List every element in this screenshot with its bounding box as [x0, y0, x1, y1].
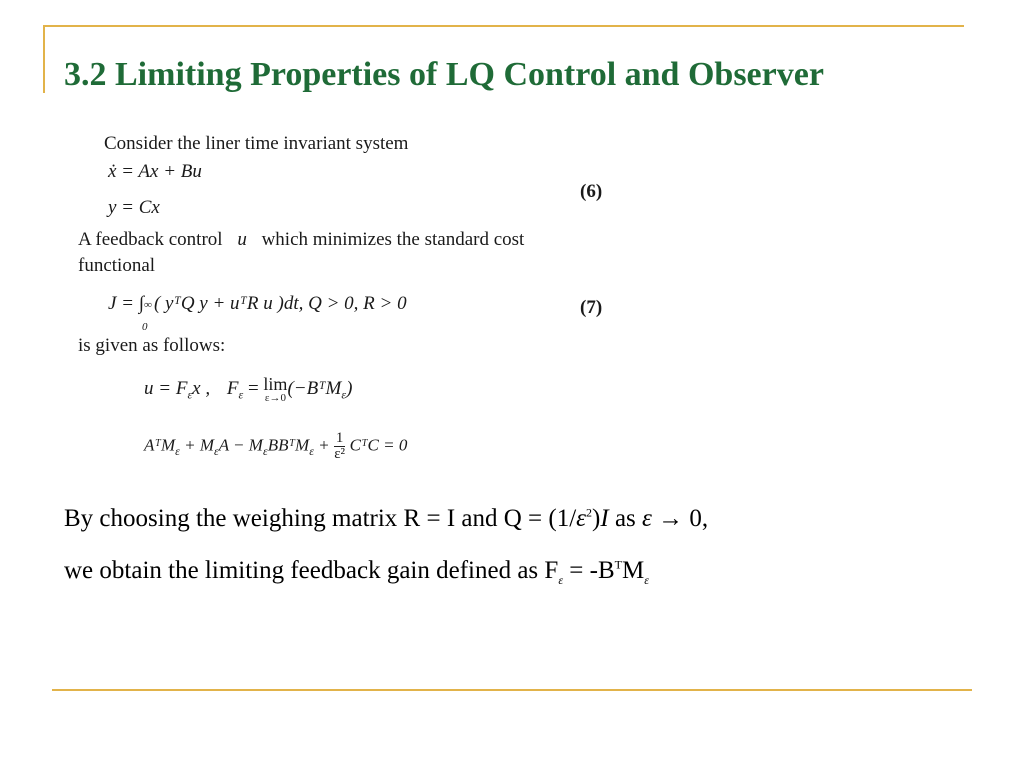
gain-rhs-close: )	[346, 377, 353, 399]
line2-sub-epsilon: ε	[558, 573, 564, 587]
gain-lhs: F	[226, 377, 239, 399]
control-law-u: u = F	[144, 377, 188, 399]
frame-top-line	[43, 25, 964, 27]
scanned-equation-image	[70, 125, 638, 490]
line1-epsilon: ε	[576, 505, 587, 532]
cost-upper-limit: ∞	[143, 299, 152, 311]
lim-word: lim	[263, 374, 288, 394]
riccati-sub-2: ε	[214, 443, 219, 458]
line2-sub-epsilon-2: ε	[644, 573, 649, 587]
feedback-u: u	[237, 229, 247, 250]
riccati-term-1: AᵀM	[144, 435, 176, 455]
control-law	[144, 375, 352, 404]
line1-part-c: as	[608, 505, 643, 532]
equation-7-label: (7)	[580, 297, 603, 318]
riccati-sub-4: ε	[309, 443, 314, 458]
gain-rhs-sub: ε	[341, 387, 347, 402]
line2-part-c: M	[622, 557, 645, 584]
state-equation: ẋ = Ax + Bu	[108, 161, 202, 182]
riccati-equation	[144, 431, 407, 462]
line2-part-b: = -B	[563, 557, 615, 584]
cost-body: ( yᵀQ y + uᵀR u )dt, Q > 0, R > 0	[153, 293, 407, 314]
slide-title: 3.2 Limiting Properties of LQ Control and Observer	[64, 56, 824, 93]
line1-identity: I	[600, 505, 609, 532]
riccati-term-6: CᵀC = 0	[349, 435, 408, 455]
riccati-sub-3: ε	[262, 443, 268, 458]
given-text: is given as follows:	[78, 335, 226, 356]
control-law-x: x ,	[192, 377, 211, 399]
riccati-term-3: A − M	[218, 435, 263, 455]
gain-rhs: (−BᵀM	[287, 377, 342, 399]
line1-square: 2	[586, 505, 593, 520]
feedback-text-a: A feedback control	[78, 229, 223, 250]
riccati-term-4: BBᵀM	[267, 435, 310, 455]
fraction-numerator: 1	[335, 430, 344, 446]
cost-lhs: J = ∫	[108, 293, 144, 314]
feedback-text-b: which minimizes the standard cost	[261, 229, 525, 250]
frame-bottom-line	[52, 689, 972, 691]
line1-part-a: By choosing the weighing matrix R = I and Q = (1/	[64, 505, 577, 532]
body-line-1	[64, 505, 708, 533]
line1-epsilon-2: ε	[642, 505, 652, 532]
lim-sub: ε→0	[264, 392, 286, 404]
riccati-term-2: + M	[184, 435, 214, 455]
lim-operator	[263, 375, 287, 404]
line1-part-b: )	[592, 505, 601, 532]
line2-transpose: T	[614, 557, 622, 572]
functional-text: functional	[78, 255, 156, 276]
line1-part-d: → 0,	[651, 505, 709, 532]
feedback-text	[78, 229, 524, 251]
line2-part-a: we obtain the limiting feedback gain defined as F	[64, 557, 559, 584]
cost-functional	[108, 293, 407, 333]
equation-6-label: (6)	[580, 181, 603, 202]
riccati-term-5: +	[318, 435, 330, 455]
riccati-fraction	[334, 431, 346, 462]
body-line-2	[64, 557, 649, 588]
gain-lhs-sub: ε	[238, 387, 244, 402]
output-equation: y = Cx	[108, 197, 160, 218]
cost-lower-limit: 0	[141, 321, 148, 333]
intro-text: Consider the liner time invariant system	[104, 133, 409, 154]
fraction-denominator: ε²	[334, 446, 346, 462]
gain-eq: =	[247, 377, 259, 399]
control-law-sub: ε	[187, 387, 193, 402]
frame-left-line	[43, 25, 45, 93]
riccati-sub-1: ε	[175, 443, 180, 458]
